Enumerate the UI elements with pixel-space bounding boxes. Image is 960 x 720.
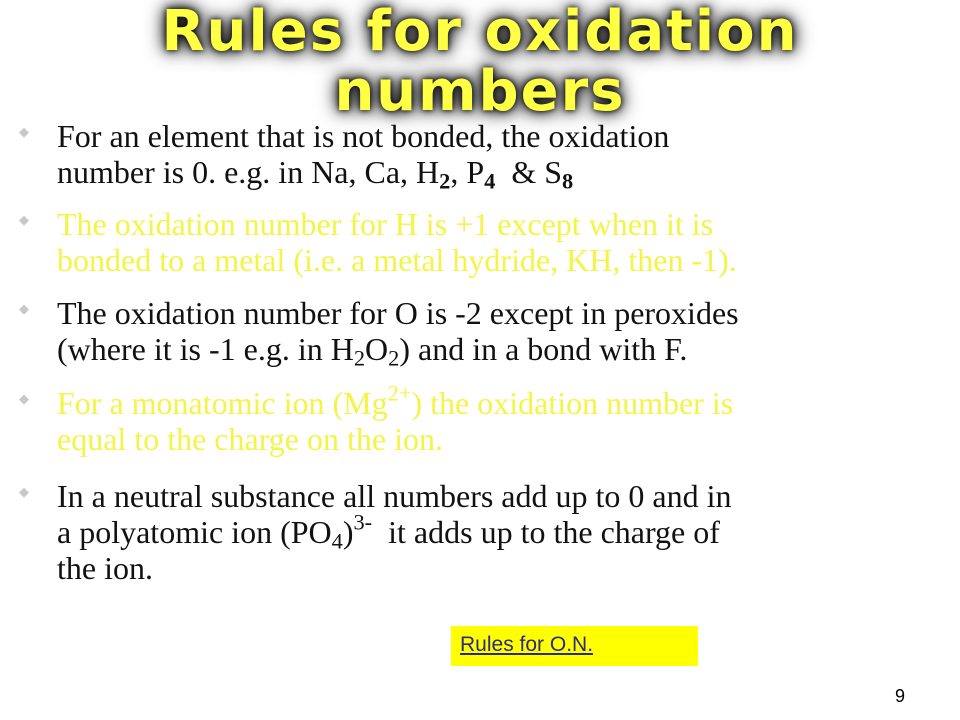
bullet-5-line-2 <box>57 509 947 554</box>
bullet-1-line-1: For an element that is not bonded, the oxidation <box>57 118 670 154</box>
superscript-charge: 2+ <box>387 380 412 406</box>
bullet-3-line-1: The oxidation number for O is -2 except in peroxides <box>57 295 739 331</box>
bullet-4-line-2: equal to the charge on the ion. <box>57 421 443 457</box>
bullet-4-text: For a monatomic ion (Mg <box>57 385 388 421</box>
bullet-3-text-end: ) and in a bond with F. <box>399 331 688 367</box>
bullet-item-4 <box>19 380 947 457</box>
subscript-p: 4 <box>484 168 496 194</box>
bullet-3-text: (where it is -1 e.g. in H <box>57 331 354 367</box>
bullet-1-text-s: & S <box>495 154 563 190</box>
page-number: 9 <box>895 686 906 706</box>
subscript-h: 2 <box>353 345 366 371</box>
bullet-marker-icon: ◆ <box>19 301 29 316</box>
rules-link[interactable]: Rules for O.N. <box>460 633 594 656</box>
rules-link-box <box>451 626 698 666</box>
superscript-charge: 3- <box>353 509 373 535</box>
bullet-2-line-2: bonded to a metal (i.e. a metal hydride, KH, then -1). <box>57 242 737 278</box>
bullet-item-3 <box>19 295 947 371</box>
bullet-1-line-2 <box>57 154 947 194</box>
bullet-4-text-end: ) the oxidation number is <box>411 385 734 421</box>
subscript-o: 2 <box>388 345 400 371</box>
bullet-item-5 <box>19 478 947 586</box>
bullet-5-text: a polyatomic ion (PO <box>57 514 332 550</box>
bullet-3-line-2 <box>57 331 947 371</box>
slide-title: Rules for oxidation numbers <box>161 0 799 124</box>
bullet-marker-icon: ◆ <box>19 212 29 227</box>
bullet-marker-icon: ◆ <box>19 484 29 499</box>
bullet-marker-icon: ◆ <box>19 391 29 406</box>
bullet-1-text: number is 0. e.g. in Na, Ca, H <box>57 154 440 190</box>
bullet-5-line-1: In a neutral substance all numbers add up to 0 and in <box>57 478 732 514</box>
subscript-o: 4 <box>331 528 343 554</box>
bullet-4-line-1 <box>57 380 947 421</box>
bullet-3-text-o: O <box>365 331 389 367</box>
bullet-5-text-end: it adds up to the charge of <box>372 514 720 550</box>
subscript-h: 2 <box>439 168 451 194</box>
bullet-item-2 <box>19 206 947 278</box>
bullet-2-line-1: The oxidation number for H is +1 except when it is <box>57 206 714 242</box>
bullet-marker-icon: ◆ <box>19 124 29 139</box>
subscript-s: 8 <box>562 168 574 194</box>
bullet-5-paren: ) <box>342 514 354 550</box>
bullet-item-1 <box>19 118 947 194</box>
bullet-5-line-3: the ion. <box>57 550 153 586</box>
bullet-1-text-p: , P <box>450 154 485 190</box>
